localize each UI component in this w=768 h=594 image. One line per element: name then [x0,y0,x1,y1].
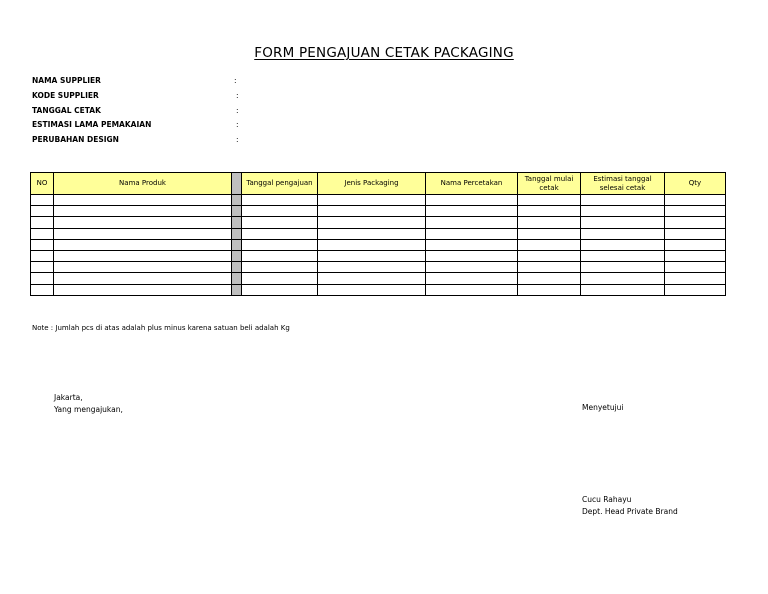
table-cell[interactable] [318,284,426,295]
table-cell[interactable] [518,217,581,228]
field-estimasi-lama-pemakaian [32,120,252,135]
table-cell[interactable] [518,273,581,284]
table-row [31,250,726,261]
table-cell[interactable] [54,228,232,239]
field-tanggal-cetak [32,106,252,121]
table-cell[interactable] [426,250,518,261]
separator-cell [232,195,242,206]
table-header-row [31,173,726,195]
field-perubahan-design [32,135,252,150]
table-cell[interactable] [31,284,54,295]
table-cell[interactable] [518,262,581,273]
packaging-table [30,172,726,296]
field-colon: : [236,135,239,145]
separator-cell [232,262,242,273]
table-cell[interactable] [31,206,54,217]
header-no: NO [31,173,54,195]
field-colon: : [236,90,239,100]
header-tanggal-pengajuan: Tanggal pengajuan [242,173,318,195]
table-cell[interactable] [318,206,426,217]
separator-cell [232,206,242,217]
table-row [31,217,726,228]
table-cell[interactable] [581,262,665,273]
field-colon: : [236,120,239,130]
table-cell[interactable] [31,273,54,284]
table-row [31,195,726,206]
table-cell[interactable] [426,206,518,217]
table-cell[interactable] [581,250,665,261]
approver-block [582,494,678,518]
table-cell[interactable] [665,228,726,239]
separator-column [232,173,242,195]
table-cell[interactable] [242,195,318,206]
table-cell[interactable] [318,195,426,206]
table-cell[interactable] [665,217,726,228]
table-cell[interactable] [665,239,726,250]
table-cell[interactable] [54,239,232,250]
table-cell[interactable] [242,239,318,250]
approver-name: Cucu Rahayu [582,495,632,504]
field-kode-supplier [32,91,252,106]
table-cell[interactable] [242,228,318,239]
header-line: cetak [539,183,559,192]
separator-cell [232,217,242,228]
table-body [31,195,726,296]
separator-cell [232,284,242,295]
field-label: NAMA SUPPLIER [32,76,101,85]
table-cell[interactable] [581,228,665,239]
header-qty: Qty [665,173,726,195]
table-cell[interactable] [665,206,726,217]
table-cell[interactable] [54,217,232,228]
table-row [31,273,726,284]
table-row [31,239,726,250]
table-cell[interactable] [518,284,581,295]
header-estimasi-selesai [581,173,665,195]
table-cell[interactable] [318,273,426,284]
table-cell[interactable] [426,195,518,206]
table-cell[interactable] [54,262,232,273]
note-text: Note : Jumlah pcs di atas adalah plus minus karena satuan beli adalah Kg [32,324,290,332]
table-cell[interactable] [318,250,426,261]
header-nama-produk: Nama Produk [54,173,232,195]
table-cell[interactable] [242,217,318,228]
table-cell[interactable] [31,239,54,250]
table-cell[interactable] [518,239,581,250]
field-colon: : [236,105,239,115]
field-colon: : [234,76,237,85]
separator-cell [232,250,242,261]
table-cell[interactable] [54,273,232,284]
table-cell[interactable] [665,262,726,273]
form-title: FORM PENGAJUAN CETAK PACKAGING [254,45,514,61]
field-label: KODE SUPPLIER [32,90,99,100]
table-cell[interactable] [518,195,581,206]
table-cell[interactable] [242,262,318,273]
field-nama-supplier [32,76,252,91]
table-cell[interactable] [665,284,726,295]
approval-label: Menyetujui [582,403,624,412]
separator-cell [232,239,242,250]
table-cell[interactable] [318,239,426,250]
header-nama-percetakan: Nama Percetakan [426,173,518,195]
table-cell[interactable] [426,262,518,273]
table-cell[interactable] [318,228,426,239]
table-cell[interactable] [242,284,318,295]
table-row [31,262,726,273]
table-cell[interactable] [426,239,518,250]
submitter-block [54,392,123,416]
header-tanggal-mulai-cetak [518,173,581,195]
table-cell[interactable] [31,228,54,239]
table-cell[interactable] [426,273,518,284]
table-cell[interactable] [242,273,318,284]
table-row [31,284,726,295]
header-line: Tanggal mulai [524,174,574,183]
table-row [31,206,726,217]
table-cell[interactable] [581,239,665,250]
table-cell[interactable] [426,217,518,228]
header-jenis-packaging: Jenis Packaging [318,173,426,195]
table-cell[interactable] [31,250,54,261]
table-cell[interactable] [581,195,665,206]
table-cell[interactable] [581,273,665,284]
signature-submitted-by: Yang mengajukan, [54,405,123,414]
form-fields [32,76,252,150]
table-cell[interactable] [31,217,54,228]
field-label: TANGGAL CETAK [32,105,101,115]
separator-cell [232,228,242,239]
signature-city: Jakarta, [54,393,83,402]
table-cell[interactable] [318,217,426,228]
table-cell[interactable] [31,262,54,273]
table-cell[interactable] [518,206,581,217]
table-cell[interactable] [31,195,54,206]
table-cell[interactable] [665,273,726,284]
header-line: selesai cetak [599,183,646,192]
table-cell[interactable] [54,195,232,206]
table-cell[interactable] [54,284,232,295]
table-cell[interactable] [54,206,232,217]
header-line: Estimasi tanggal [593,174,652,183]
table-cell[interactable] [581,206,665,217]
table-cell[interactable] [318,262,426,273]
table-cell[interactable] [518,250,581,261]
table-cell[interactable] [665,250,726,261]
table-cell[interactable] [581,284,665,295]
table-cell[interactable] [54,250,232,261]
table-cell[interactable] [242,250,318,261]
table-cell[interactable] [426,228,518,239]
separator-cell [232,273,242,284]
table-cell[interactable] [426,284,518,295]
field-label: PERUBAHAN DESIGN [32,135,119,145]
table-row [31,228,726,239]
approver-title: Dept. Head Private Brand [582,507,678,516]
table-cell[interactable] [581,217,665,228]
table-cell[interactable] [242,206,318,217]
table-cell[interactable] [518,228,581,239]
field-label: ESTIMASI LAMA PEMAKAIAN [32,120,152,130]
table-cell[interactable] [665,195,726,206]
